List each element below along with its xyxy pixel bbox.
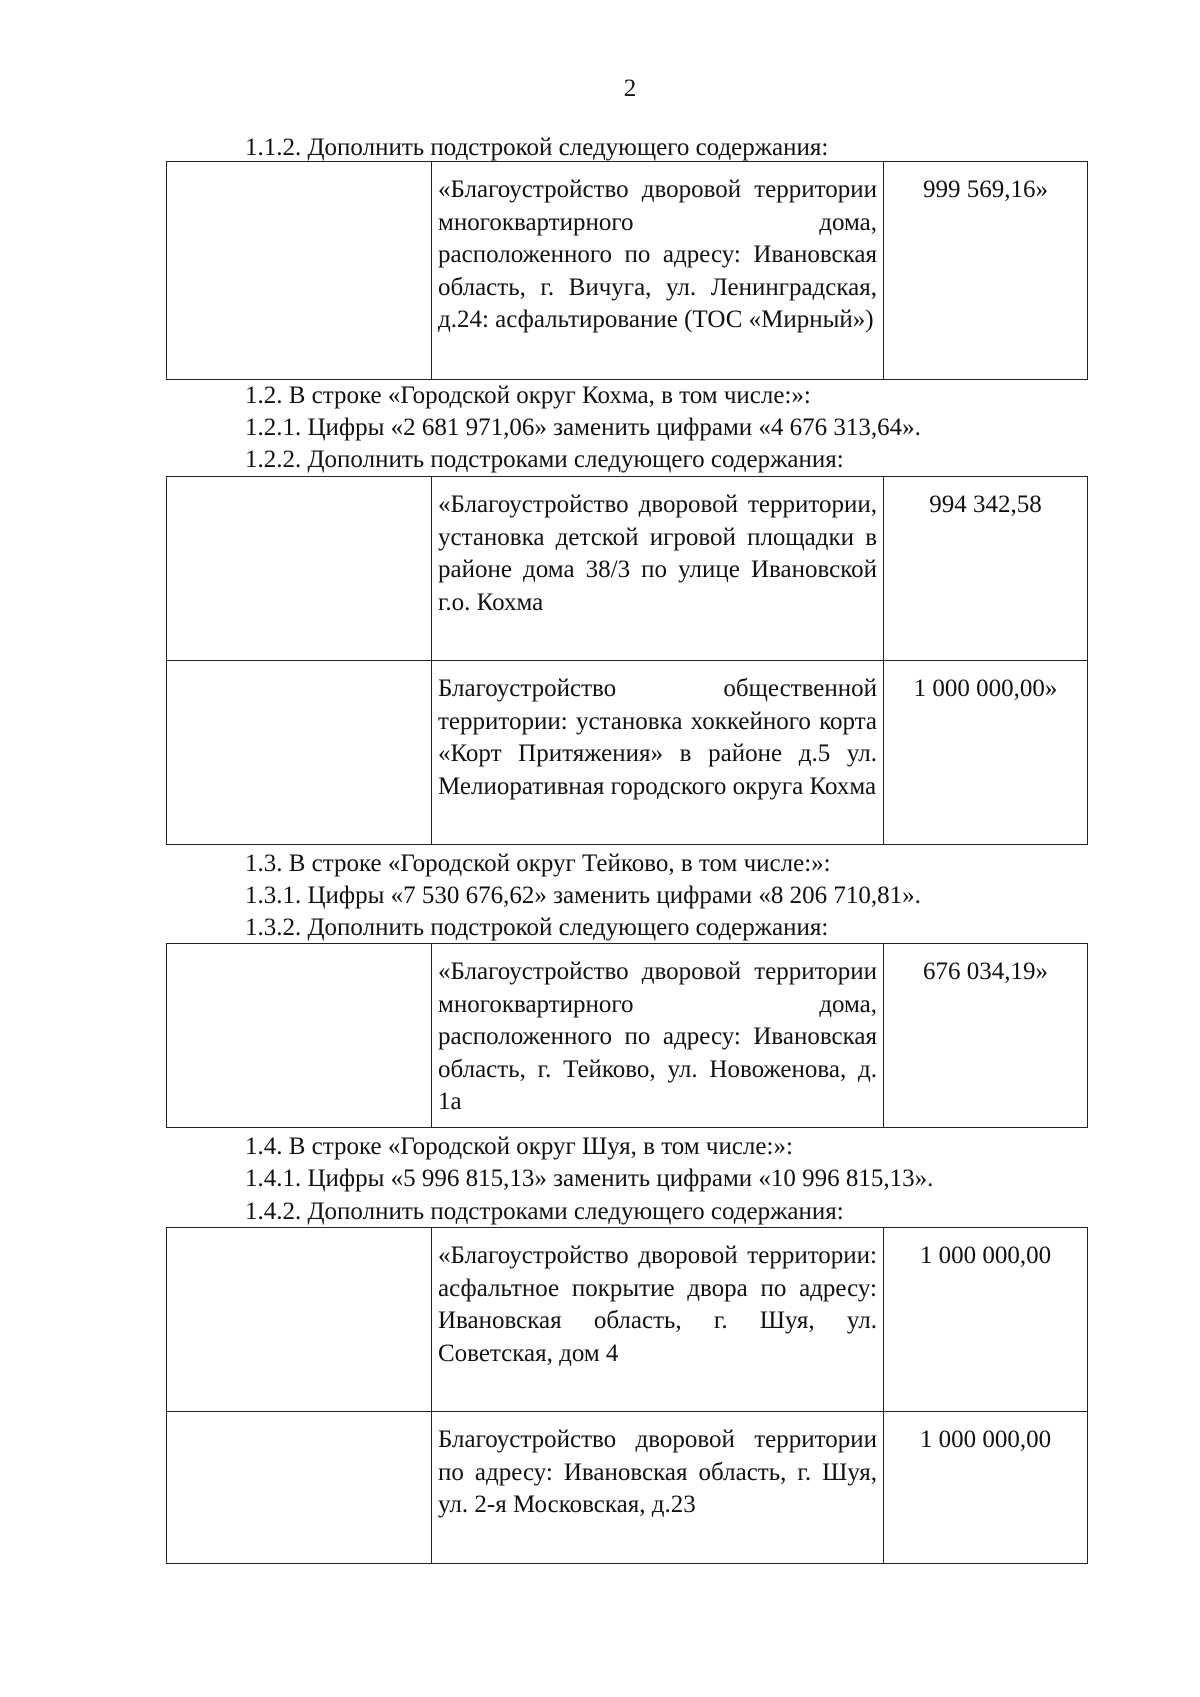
empty-cell: [167, 1412, 432, 1564]
paragraph-1-3-1: 1.3.1. Цифры «7 530 676,62» заменить цифрами «8 206 710,81».: [245, 882, 921, 909]
paragraph-1-4-2: 1.4.2. Дополнить подстроками следующего содержания:: [245, 1198, 844, 1225]
table-shuya: [166, 1227, 1088, 1564]
paragraph-1-3: 1.3. В строке «Городской округ Тейково, в том числе:»:: [245, 850, 831, 877]
table-row: [167, 162, 1088, 380]
empty-cell: [167, 477, 432, 661]
empty-cell: [167, 661, 432, 845]
table-teykovo: [166, 943, 1088, 1128]
table-row: [167, 477, 1088, 661]
description-cell: Благоустройство дворовой территории по адресу: Ивановская область, г. Шуя, ул. 2-я Московская, д.23: [432, 1412, 884, 1564]
paragraph-1-2-1: 1.2.1. Цифры «2 681 971,06» заменить цифрами «4 676 313,64».: [245, 414, 921, 441]
table-row: [167, 1412, 1088, 1564]
page-number: 2: [623, 75, 637, 102]
amount-cell: 1 000 000,00»: [884, 661, 1088, 845]
empty-cell: [167, 162, 432, 380]
description-cell: «Благоустройство дворовой территории многоквартирного дома, расположенного по адресу: Ивановская область, г. Тейково, ул. Новоженова, д. 1а: [432, 944, 884, 1128]
empty-cell: [167, 944, 432, 1128]
empty-cell: [167, 1228, 432, 1412]
table-row: [167, 1228, 1088, 1412]
table-vichuga: [166, 161, 1088, 380]
amount-cell: 1 000 000,00: [884, 1228, 1088, 1412]
paragraph-1-4-1: 1.4.1. Цифры «5 996 815,13» заменить цифрами «10 996 815,13».: [245, 1165, 934, 1192]
description-cell: «Благоустройство дворовой территории: асфальтное покрытие двора по адресу: Ивановская область, г. Шуя, ул. Советская, дом 4: [432, 1228, 884, 1412]
amount-cell: 676 034,19»: [884, 944, 1088, 1128]
description-cell: «Благоустройство дворовой территории, установка детской игровой площадки в районе дома 38/3 по улице Ивановской г.о. Кохма: [432, 477, 884, 661]
paragraph-1-2-2: 1.2.2. Дополнить подстроками следующего содержания:: [245, 446, 844, 473]
amount-cell: 1 000 000,00: [884, 1412, 1088, 1564]
paragraph-1-3-2: 1.3.2. Дополнить подстрокой следующего содержания:: [245, 914, 829, 941]
amount-cell: 999 569,16»: [884, 162, 1088, 380]
description-cell: «Благоустройство дворовой территории многоквартирного дома, расположенного по адресу: Ивановская область, г. Вичуга, ул. Ленинградская, д.24: асфальтирование (ТОС «Мирный»): [432, 162, 884, 380]
table-kokhma: [166, 476, 1088, 845]
paragraph-1-1-2: 1.1.2. Дополнить подстрокой следующего содержания:: [245, 134, 829, 161]
description-cell: Благоустройство общественной территории: установка хоккейного корта «Корт Притяжения» в районе д.5 ул. Мелиоративная городского округа Кохма: [432, 661, 884, 845]
paragraph-1-2: 1.2. В строке «Городской округ Кохма, в том числе:»:: [245, 382, 811, 409]
paragraph-1-4: 1.4. В строке «Городской округ Шуя, в том числе:»:: [245, 1133, 793, 1160]
amount-cell: 994 342,58: [884, 477, 1088, 661]
table-row: [167, 661, 1088, 845]
table-row: [167, 944, 1088, 1128]
